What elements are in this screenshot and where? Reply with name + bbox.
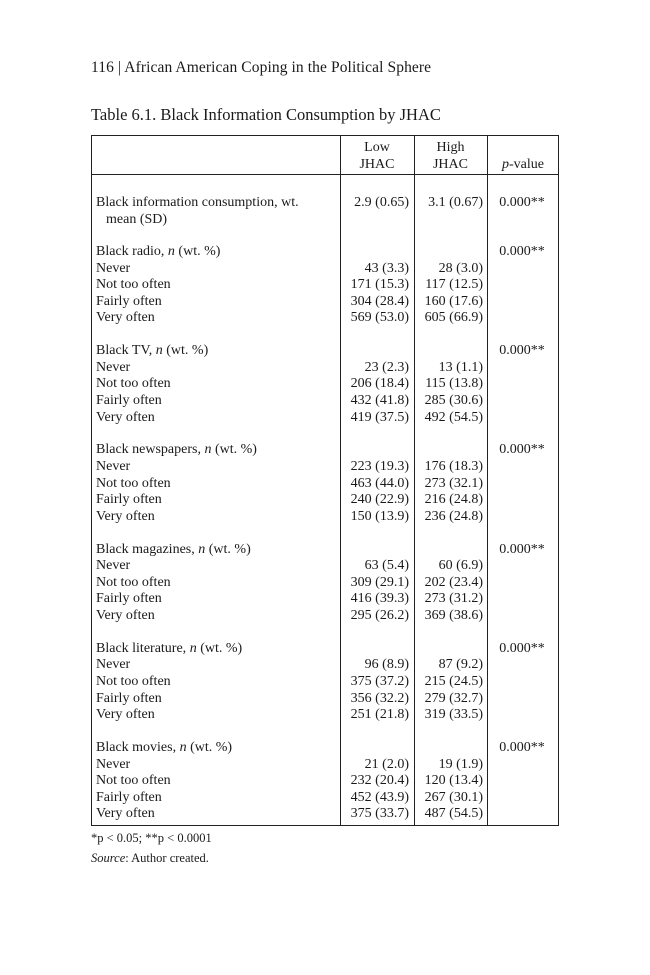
table-row <box>92 690 558 707</box>
data-table <box>91 135 559 826</box>
section-title-row <box>92 640 558 657</box>
cell-low: 356 (32.2) <box>350 690 409 706</box>
cell-low: 150 (13.9) <box>350 508 409 524</box>
pvalue-p: p <box>502 157 509 172</box>
section-title <box>96 243 220 260</box>
table-row <box>92 260 558 277</box>
column-header-high-jhac <box>414 139 487 173</box>
row-label: Never <box>96 657 131 673</box>
cell-low: 416 (39.3) <box>350 591 409 607</box>
section-n: n <box>167 244 175 259</box>
row-label: Fairly often <box>96 492 162 508</box>
column-header-pvalue <box>487 156 559 173</box>
row-label: Never <box>96 558 131 574</box>
row-label: Not too often <box>96 773 171 789</box>
table-row <box>92 491 558 508</box>
section-name: Black movies, <box>96 740 177 755</box>
cell-low: 432 (41.8) <box>350 393 409 408</box>
section-title <box>96 640 242 657</box>
cell-pvalue: 0.000** <box>499 195 545 210</box>
section-n: n <box>155 343 163 359</box>
cell-low: 2.9 (0.65) <box>354 195 409 210</box>
cell-pvalue: 0.000** <box>499 541 545 557</box>
table-row <box>92 293 558 310</box>
row-label: Very often <box>96 806 155 822</box>
section-unit: (wt. %) <box>214 442 257 458</box>
cell-high: 202 (23.4) <box>424 574 483 590</box>
section-name: Black magazines, <box>96 541 195 557</box>
table-row <box>92 392 558 409</box>
cell-high: 319 (33.5) <box>424 707 483 723</box>
section-title <box>96 541 251 558</box>
cell-low: 223 (19.3) <box>350 459 409 474</box>
cell-high: 605 (66.9) <box>424 310 483 326</box>
row-label: Not too often <box>96 376 171 392</box>
cell-high: 215 (24.5) <box>424 674 483 689</box>
table-row <box>92 475 558 492</box>
cell-pvalue: 0.000** <box>499 343 545 359</box>
table-row <box>92 375 558 392</box>
section-n: n <box>179 740 187 755</box>
cell-high: 369 (38.6) <box>424 608 483 623</box>
cell-pvalue: 0.000** <box>499 442 545 458</box>
cell-pvalue: 0.000** <box>499 640 545 656</box>
table-row <box>92 590 558 607</box>
cell-high: 120 (13.4) <box>424 773 483 789</box>
column-header-low-line1: Low <box>364 140 390 155</box>
cell-low: 23 (2.3) <box>364 359 409 375</box>
column-header-high-line1: High <box>436 140 465 155</box>
table-row <box>92 508 558 525</box>
cell-high: 13 (1.1) <box>438 359 483 375</box>
cell-pvalue: 0.000** <box>499 244 545 259</box>
cell-low: 232 (20.4) <box>350 773 409 789</box>
table-row <box>92 359 558 376</box>
cell-low: 21 (2.0) <box>364 756 409 772</box>
row-label: Fairly often <box>96 591 162 607</box>
cell-low: 171 (15.3) <box>350 277 409 293</box>
table-row <box>92 276 558 293</box>
table-row <box>92 706 558 723</box>
section-unit: (wt. %) <box>190 740 233 755</box>
cell-high: 267 (30.1) <box>424 789 483 805</box>
section-title-row <box>92 243 558 260</box>
cell-low: 206 (18.4) <box>350 376 409 392</box>
cell-low: 295 (26.2) <box>350 608 409 623</box>
section-title <box>96 441 257 458</box>
running-header: 116 | African American Coping in the Political Sphere <box>91 59 432 76</box>
table-row <box>92 772 558 789</box>
cell-high: 115 (13.8) <box>425 376 483 392</box>
table-row <box>92 607 558 624</box>
section-title-row <box>92 739 558 756</box>
row-label: Very often <box>96 310 155 326</box>
source-label: Source <box>91 851 126 865</box>
cell-low: 96 (8.9) <box>364 657 409 673</box>
section-name: Black TV, <box>96 343 153 359</box>
column-header-high-line2: JHAC <box>432 157 468 172</box>
table-row <box>92 789 558 806</box>
cell-high: 273 (32.1) <box>424 475 483 491</box>
cell-low: 304 (28.4) <box>350 293 409 309</box>
section-unit: (wt. %) <box>178 244 221 259</box>
cell-low: 251 (21.8) <box>350 707 409 723</box>
cell-pvalue: 0.000** <box>499 740 545 755</box>
row-label: Not too often <box>96 475 171 491</box>
row-label: Fairly often <box>96 789 162 805</box>
table-row <box>92 309 558 326</box>
cell-high: 492 (54.5) <box>424 409 483 425</box>
section-unit: (wt. %) <box>208 541 251 557</box>
row-label: Very often <box>96 508 155 524</box>
row-label: Never <box>96 359 131 375</box>
cell-high: 236 (24.8) <box>424 508 483 524</box>
cell-high: 279 (32.7) <box>424 690 483 706</box>
row-label: Never <box>96 260 131 276</box>
section-unit: (wt. %) <box>200 640 243 656</box>
section-title-row <box>92 342 558 359</box>
section-n: n <box>204 442 212 458</box>
table-row <box>92 458 558 475</box>
cell-high: 216 (24.8) <box>424 492 483 508</box>
table-row <box>92 656 558 673</box>
section-title <box>96 739 232 756</box>
row-label: Fairly often <box>96 293 162 309</box>
table-row <box>92 557 558 574</box>
section-name: Black literature, <box>96 640 187 656</box>
header-rule <box>92 174 558 175</box>
row-label: Fairly often <box>96 393 162 408</box>
row-label: Never <box>96 756 131 772</box>
row-label: Not too often <box>96 674 171 689</box>
column-header-low-line2: JHAC <box>359 157 395 172</box>
table-row <box>92 574 558 591</box>
section-name: Black radio, <box>96 244 165 259</box>
section-title-row <box>92 541 558 558</box>
cell-low: 309 (29.1) <box>350 574 409 590</box>
cell-high: 487 (54.5) <box>424 806 483 822</box>
section-name: Black newspapers, <box>96 442 201 458</box>
row-label: Fairly often <box>96 690 162 706</box>
section-n: n <box>198 541 206 557</box>
table-row <box>92 805 558 822</box>
row-label: Not too often <box>96 277 171 293</box>
row-label <box>96 194 299 228</box>
cell-low: 63 (5.4) <box>364 558 409 574</box>
cell-low: 375 (37.2) <box>350 674 409 689</box>
cell-low: 240 (22.9) <box>350 492 409 508</box>
section-n: n <box>189 640 197 656</box>
cell-high: 60 (6.9) <box>438 558 483 574</box>
cell-high: 3.1 (0.67) <box>428 195 483 210</box>
column-header-low-jhac <box>340 139 414 173</box>
section-title <box>96 342 208 359</box>
cell-low: 419 (37.5) <box>350 409 409 425</box>
table-source <box>91 851 209 866</box>
section-unit: (wt. %) <box>166 343 209 359</box>
cell-high: 285 (30.6) <box>424 393 483 408</box>
table-row <box>92 673 558 690</box>
cell-high: 273 (31.2) <box>424 591 483 607</box>
table-caption: Table 6.1. Black Information Consumption by JHAC <box>91 105 441 124</box>
cell-high: 19 (1.9) <box>438 756 483 772</box>
cell-low: 452 (43.9) <box>350 789 409 805</box>
cell-high: 176 (18.3) <box>424 459 483 474</box>
source-text: : Author created. <box>125 851 209 865</box>
row-label-line2: mean (SD) <box>106 212 168 227</box>
cell-low: 375 (33.7) <box>350 806 409 822</box>
cell-high: 160 (17.6) <box>424 293 483 309</box>
cell-low: 463 (44.0) <box>350 475 409 491</box>
table-footnote: *p < 0.05; **p < 0.0001 <box>91 831 212 845</box>
row-label-line1: Black information consumption, wt. <box>96 195 299 210</box>
table-row <box>92 409 558 426</box>
table-row-info-consumption <box>92 194 558 228</box>
cell-high: 117 (12.5) <box>425 277 483 293</box>
row-label: Never <box>96 459 131 474</box>
table-row <box>92 756 558 773</box>
cell-low: 569 (53.0) <box>350 310 409 326</box>
section-title-row <box>92 441 558 458</box>
cell-high: 28 (3.0) <box>438 260 483 276</box>
row-label: Very often <box>96 608 155 623</box>
cell-high: 87 (9.2) <box>438 657 483 673</box>
row-label: Very often <box>96 409 155 425</box>
row-label: Not too often <box>96 574 171 590</box>
cell-low: 43 (3.3) <box>364 260 409 276</box>
pvalue-suffix: -value <box>509 157 544 172</box>
row-label: Very often <box>96 707 155 723</box>
